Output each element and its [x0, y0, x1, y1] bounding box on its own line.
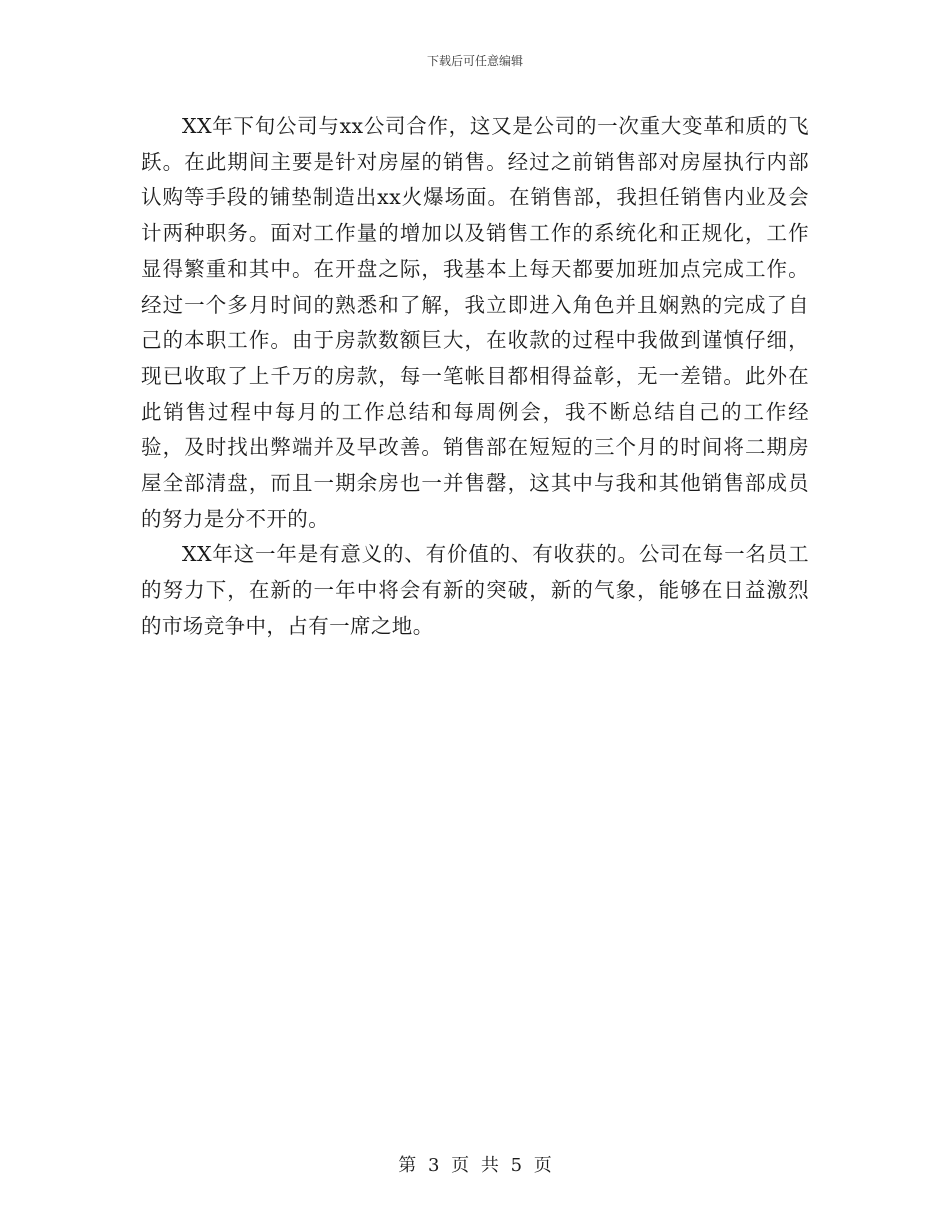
paragraph-2: XX年这一年是有意义的、有价值的、有收获的。公司在每一名员工的努力下，在新的一年中将会有新的突破，新的气象，能够在日益激烈的市场竞争中，占有一席之地。 — [141, 542, 809, 638]
document-body — [141, 109, 809, 645]
page-header: 下载后可任意编辑 — [426, 54, 523, 68]
page-number-footer: 第 3 页 共 5 页 — [398, 1155, 552, 1176]
paragraph-1: XX年下旬公司与xx公司合作，这又是公司的一次重大变革和质的飞跃。在此期间主要是针对房屋的销售。经过之前销售部对房屋执行内部认购等手段的铺垫制造出xx火爆场面。在销售部，我担任销售内业及会计两种职务。面对工作量的增加以及销售工作的系统化和正规化，工作显得繁重和其中。在开盘之际，我基本上每天都要加班加点完成工作。经过一个多月时间的熟悉和了解，我立即进入角色并且娴熟的完成了自己的本职工作。由于房款数额巨大，在收款的过程中我做到谨慎仔细，现已收取了上千万的房款，每一笔帐目都相得益彰，无一差错。此外在此销售过程中每月的工作总结和每周例会，我不断总结自己的工作经验，及时找出弊端并及早改善。销售部在短短的三个月的时间将二期房屋全部清盘，而且一期余房也一并售罄，这其中与我和其他销售部成员的努力是分不开的。 — [141, 114, 809, 531]
